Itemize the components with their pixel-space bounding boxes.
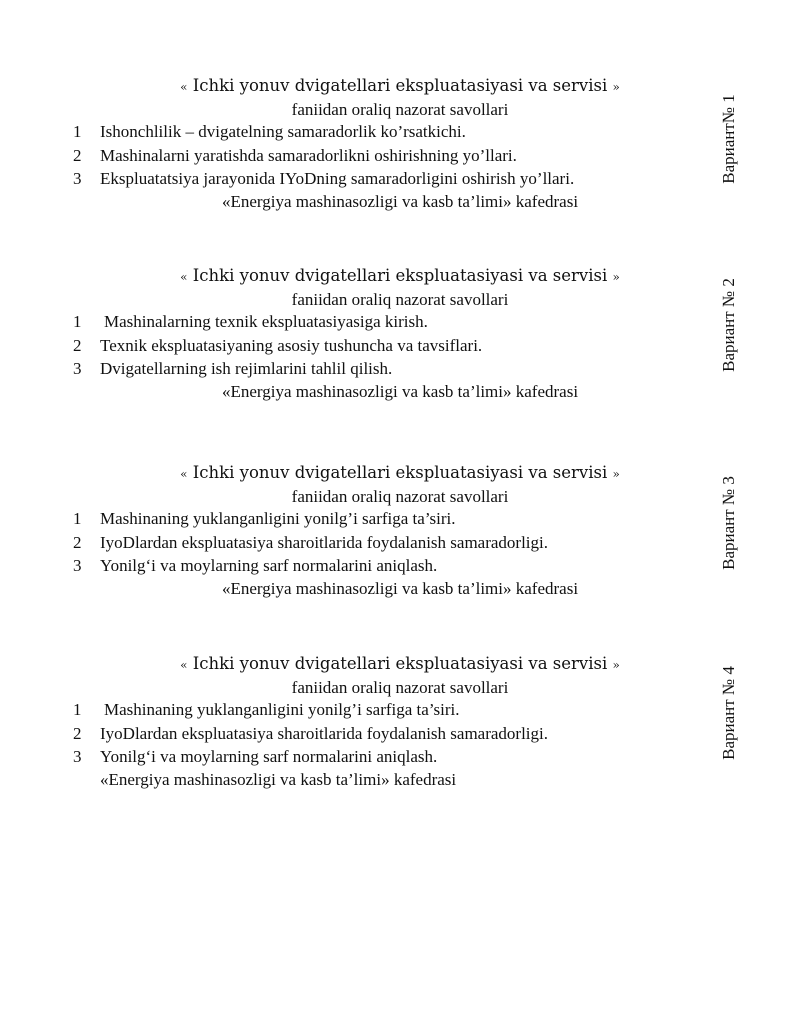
question-text: Mashinaning yuklanganligini yonilg’i sarfiga ta’siri. <box>100 509 456 528</box>
question-number: 1 <box>73 312 82 331</box>
question-number: 3 <box>73 359 82 378</box>
question-item <box>0 698 700 722</box>
course-title: Ichki yonuv dvigatellari ekspluatasiyasi va servisi <box>192 654 608 673</box>
variant-block-2 <box>0 264 800 434</box>
question-text: Mashinalarni yaratishda samaradorlikni oshirishning yo’llari. <box>100 145 517 165</box>
variant-subtitle: faniidan oraliq nazorat savollari <box>291 487 509 506</box>
question-item <box>0 722 700 746</box>
variant-subtitle: faniidan oraliq nazorat savollari <box>291 290 509 309</box>
question-text: Ishonchlilik – dvigatelning samaradorlik ko’rsatkichi. <box>100 122 466 141</box>
question-list <box>0 507 700 578</box>
question-text: IyoDlardan ekspluatasiya sharoitlarida foydalanish samaradorligi. <box>100 723 548 743</box>
variant-label-text: Вариант № 3 <box>719 476 738 570</box>
title-close-quote: » <box>612 658 620 672</box>
variant-block-1 <box>0 74 800 244</box>
variant-side-label <box>715 260 743 390</box>
question-text: Yonilg‘i va moylarning sarf normalarini aniqlash. <box>100 747 438 766</box>
variant-title <box>100 461 700 486</box>
question-item <box>0 507 700 531</box>
question-item <box>0 120 700 144</box>
question-item <box>0 310 700 334</box>
variant-label-text: Вариант№ 1 <box>719 94 738 184</box>
variant-label-text: Вариант № 2 <box>719 278 738 372</box>
variant-label-text: Вариант № 4 <box>719 666 738 760</box>
question-number: 3 <box>73 169 82 188</box>
variant-side-label <box>715 74 743 204</box>
question-text: IyoDlardan ekspluatasiya sharoitlarida foydalanish samaradorligi. <box>100 532 548 552</box>
variant-subtitle: faniidan oraliq nazorat savollari <box>291 100 509 119</box>
question-text: Dvigatellarning ish rejimlarini tahlil qilish. <box>100 359 393 378</box>
question-number: 1 <box>73 700 82 719</box>
question-number: 2 <box>73 532 82 552</box>
variant-title <box>100 74 700 99</box>
question-number: 2 <box>73 335 82 355</box>
variant-block-4 <box>0 652 800 822</box>
title-close-quote: » <box>612 467 620 481</box>
question-text: Texnik ekspluatasiyaning asosiy tushuncha va tavsiflari. <box>100 335 483 355</box>
title-open-quote: « <box>180 467 188 481</box>
question-number: 1 <box>73 122 82 141</box>
variant-block-3 <box>0 461 800 631</box>
question-text: Mashinaning yuklanganligini yonilg’i sarfiga ta’siri. <box>104 700 460 719</box>
question-item <box>0 167 700 191</box>
course-title: Ichki yonuv dvigatellari ekspluatasiyasi va servisi <box>192 76 608 95</box>
question-item <box>0 745 700 769</box>
variant-subtitle: faniidan oraliq nazorat savollari <box>291 678 509 697</box>
course-title: Ichki yonuv dvigatellari ekspluatasiyasi va servisi <box>192 266 608 285</box>
department-name: «Energiya mashinasozligi va kasb ta’limi» kafedrasi <box>221 192 579 211</box>
department-name: «Energiya mashinasozligi va kasb ta’limi» kafedrasi <box>100 770 457 789</box>
question-list <box>0 310 700 381</box>
title-close-quote: » <box>612 270 620 284</box>
question-text: Mashinalarning texnik ekspluatasiyasiga kirish. <box>104 312 428 331</box>
title-open-quote: « <box>180 658 188 672</box>
variant-side-label <box>715 458 743 588</box>
question-number: 2 <box>73 723 82 743</box>
department-name: «Energiya mashinasozligi va kasb ta’limi» kafedrasi <box>221 579 579 598</box>
question-item <box>0 334 700 358</box>
question-list <box>0 698 700 769</box>
question-number: 1 <box>73 509 82 528</box>
question-item <box>0 531 700 555</box>
title-close-quote: » <box>612 80 620 94</box>
question-text: Yonilg‘i va moylarning sarf normalarini aniqlash. <box>100 556 438 575</box>
variant-title <box>100 264 700 289</box>
question-item <box>0 554 700 578</box>
question-number: 3 <box>73 747 82 766</box>
question-item <box>0 144 700 168</box>
question-text: Ekspluatatsiya jarayonida IYoDning samaradorligini oshirish yo’llari. <box>100 169 575 188</box>
title-open-quote: « <box>180 270 188 284</box>
department-name: «Energiya mashinasozligi va kasb ta’limi» kafedrasi <box>221 382 579 401</box>
course-title: Ichki yonuv dvigatellari ekspluatasiyasi va servisi <box>192 463 608 482</box>
question-item <box>0 357 700 381</box>
question-number: 3 <box>73 556 82 575</box>
question-list <box>0 120 700 191</box>
question-number: 2 <box>73 145 82 165</box>
variant-side-label <box>715 648 743 778</box>
variant-title <box>100 652 700 677</box>
title-open-quote: « <box>180 80 188 94</box>
